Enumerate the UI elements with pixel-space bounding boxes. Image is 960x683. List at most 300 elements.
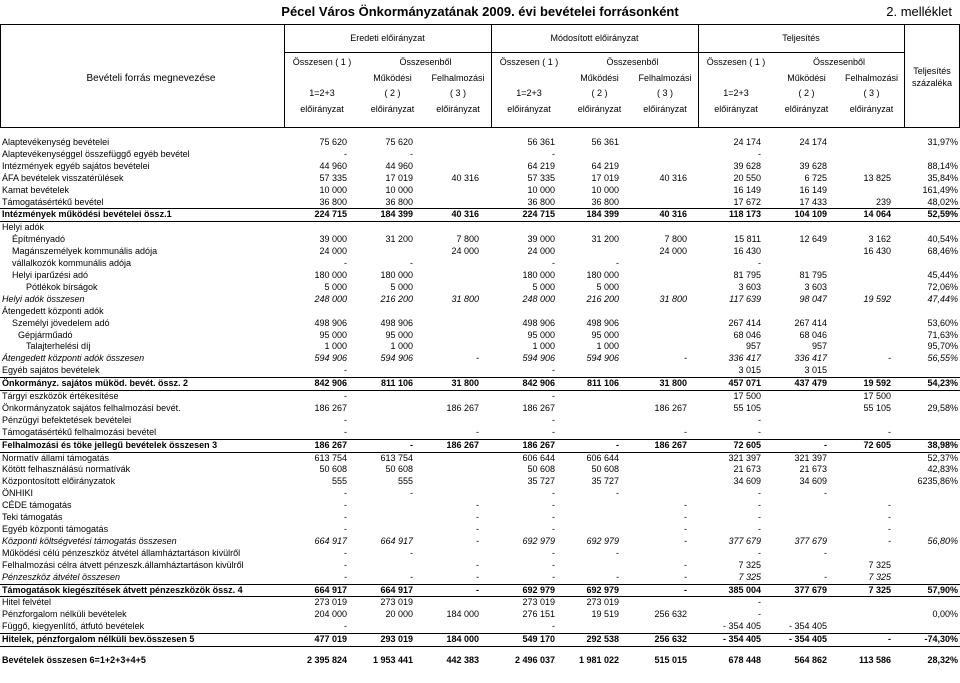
cell: - <box>763 439 829 452</box>
cell <box>829 621 893 633</box>
table-row <box>0 258 960 270</box>
cell <box>415 137 481 149</box>
cell: 498 906 <box>586 317 619 328</box>
row-label: vállalkozók kommunális adója <box>12 258 132 269</box>
grand-total-table <box>0 655 960 667</box>
cell <box>415 341 481 353</box>
cell: 842 906 <box>290 378 349 391</box>
cell: 19 592 <box>829 378 893 391</box>
table-row <box>0 137 960 149</box>
cell: - <box>344 391 347 402</box>
cell: 19 519 <box>591 609 619 620</box>
cell <box>621 365 689 377</box>
cell: - <box>888 524 891 534</box>
cell <box>557 306 621 318</box>
cell <box>621 452 689 464</box>
cell <box>893 512 960 524</box>
cell <box>349 560 415 572</box>
cell: 81 795 <box>733 269 761 280</box>
cell: 10 000 <box>319 184 347 195</box>
cell: 1 000 <box>532 341 555 352</box>
cell: 555 <box>331 476 347 487</box>
cell <box>415 621 481 633</box>
cell: 88,14% <box>927 160 958 171</box>
cell: - <box>684 426 687 437</box>
cell <box>349 365 415 377</box>
table-row <box>0 439 960 452</box>
cell: 1 000 <box>324 341 347 352</box>
cell: - <box>552 414 555 425</box>
cell: 39 628 <box>799 160 827 171</box>
cell: - <box>888 535 891 546</box>
cell: 549 170 <box>481 634 557 647</box>
cell <box>829 341 893 353</box>
cell: 71,63% <box>927 329 958 340</box>
cell: - <box>344 500 347 511</box>
cell: 321 397 <box>728 452 761 463</box>
cell: 498 906 <box>314 317 347 328</box>
cell <box>829 330 893 342</box>
cell: - <box>557 439 621 452</box>
cell: 267 414 <box>794 317 827 328</box>
table-row <box>0 512 960 524</box>
cell: 594 906 <box>314 353 347 364</box>
cell <box>829 306 893 318</box>
cell: - <box>344 621 347 632</box>
cell: 377 679 <box>728 535 761 546</box>
cell: - <box>684 559 687 570</box>
table-row <box>0 330 960 342</box>
table-row <box>0 548 960 560</box>
cell <box>557 427 621 439</box>
cell: - <box>616 258 619 269</box>
cell <box>415 197 481 209</box>
cell <box>763 609 829 621</box>
cell <box>557 524 621 536</box>
table-row <box>0 353 960 365</box>
cell: 95 000 <box>319 329 347 340</box>
cell <box>763 149 829 161</box>
table-row <box>0 427 960 439</box>
cell: 842 906 <box>481 378 557 391</box>
header-eloiranyzat: előirányzat <box>507 104 551 114</box>
cell: 31 200 <box>385 234 413 245</box>
cell: - <box>344 559 347 570</box>
cell <box>349 391 415 403</box>
cell <box>621 318 689 330</box>
cell: 24 174 <box>733 137 761 147</box>
table-row <box>0 572 960 584</box>
cell: 184 000 <box>446 609 479 620</box>
cell <box>621 391 689 403</box>
cell: 36 800 <box>319 196 347 207</box>
cell <box>829 161 893 173</box>
table-row <box>0 365 960 377</box>
cell: 17 019 <box>591 172 619 183</box>
table-row <box>0 464 960 476</box>
row-label: Pénzforgalom nélküli bevételek <box>2 609 127 620</box>
cell: -74,30% <box>893 634 960 647</box>
header-code: 1=2+3 <box>723 88 749 98</box>
cell <box>557 621 621 633</box>
cell <box>415 306 481 318</box>
cell <box>621 464 689 476</box>
row-label: Építményadó <box>12 234 66 245</box>
cell <box>621 185 689 197</box>
row-label: Felhalmozási és töke jellegű bevételek összesen 3 <box>0 439 290 452</box>
cell <box>829 258 893 270</box>
cell: - <box>888 500 891 511</box>
row-label: Pótlékok bírságok <box>26 281 98 292</box>
cell: 39 000 <box>527 234 555 245</box>
cell: 594 906 <box>586 353 619 364</box>
header-sub-total: Összesen ( 1 ) <box>292 57 352 67</box>
cell: 57 335 <box>319 172 347 183</box>
row-label: Pénzeszköz átvétel összesen <box>2 571 121 582</box>
cell: 256 632 <box>621 634 689 647</box>
cell: 1 000 <box>596 341 619 352</box>
cell: 54,23% <box>893 378 960 391</box>
header-label: Bevételi forrás megnevezése <box>86 73 216 84</box>
cell: 31,97% <box>927 137 958 147</box>
cell <box>557 415 621 427</box>
cell: 613 754 <box>314 452 347 463</box>
cell: - <box>824 571 827 582</box>
cell: 477 019 <box>290 634 349 647</box>
header-felhalmozasi: Felhalmozási <box>431 73 485 83</box>
cell: 38,98% <box>893 439 960 452</box>
row-label: Tárgyi eszközök értékesítése <box>2 391 119 402</box>
header-eloiranyzat: előirányzat <box>714 104 758 114</box>
cell: - <box>344 524 347 534</box>
row-label: Átengedett központi adók összesen <box>2 353 145 364</box>
cell <box>349 621 415 633</box>
cell: 17 672 <box>733 196 761 207</box>
header-eloiranyzat: előirányzat <box>849 104 894 114</box>
cell: 31 800 <box>415 378 481 391</box>
cell: 2 496 037 <box>514 655 555 665</box>
cell: 273 019 <box>522 597 555 608</box>
cell: 184 000 <box>415 634 481 647</box>
table-row <box>0 560 960 572</box>
cell: 64 219 <box>591 160 619 171</box>
table-row <box>0 341 960 353</box>
cell: - <box>684 512 687 523</box>
cell: 35,84% <box>927 172 958 183</box>
row-label: Talajterhelési díj <box>26 341 91 352</box>
cell: 184 399 <box>557 209 621 222</box>
cell: 186 267 <box>481 439 557 452</box>
cell <box>829 597 893 609</box>
cell: - <box>410 258 413 269</box>
cell <box>893 524 960 536</box>
cell: 692 979 <box>586 535 619 546</box>
cell: 664 917 <box>314 535 347 546</box>
header-eloiranyzat: előirányzat <box>436 104 480 114</box>
cell: 35 727 <box>591 476 619 487</box>
table-header <box>0 24 960 128</box>
cell: - <box>684 571 687 582</box>
cell: 180 000 <box>380 269 413 280</box>
cell: - 354 405 <box>722 621 761 632</box>
cell: 31 800 <box>659 293 687 304</box>
cell: 15 811 <box>734 234 761 245</box>
cell: 55 105 <box>733 402 761 413</box>
table-row <box>0 246 960 258</box>
cell: 56,55% <box>927 353 958 364</box>
cell: - <box>684 353 687 364</box>
cell: 161,49% <box>922 184 958 195</box>
cell: 17 433 <box>799 196 827 207</box>
cell: - <box>758 488 761 499</box>
cell: 40 316 <box>451 172 479 183</box>
cell: 5 000 <box>390 281 413 292</box>
table-row <box>0 476 960 488</box>
cell: 256 632 <box>654 609 687 620</box>
cell: 606 644 <box>586 452 619 463</box>
cell: - <box>616 571 619 582</box>
cell: 16 430 <box>863 246 891 257</box>
table-row <box>0 584 960 597</box>
cell <box>829 548 893 560</box>
cell: 35 727 <box>527 476 555 487</box>
cell: 53,60% <box>927 317 958 328</box>
cell <box>893 415 960 427</box>
cell <box>829 488 893 500</box>
cell <box>829 609 893 621</box>
cell: 10 000 <box>385 184 413 195</box>
cell: 692 979 <box>481 584 557 597</box>
row-label: Központi költségvetési támogatás összesen <box>2 535 177 546</box>
cell: - <box>552 571 555 582</box>
row-label: Intézmények működési bevételei össz.1 <box>0 209 290 222</box>
cell <box>557 365 621 377</box>
header-sub-total: Összesen ( 1 ) <box>499 57 559 67</box>
cell: - <box>758 414 761 425</box>
cell: 68 046 <box>733 329 761 340</box>
cell <box>763 403 829 415</box>
cell: 186 267 <box>290 439 349 452</box>
revenue-table <box>0 137 960 647</box>
header-code: 1=2+3 <box>516 88 542 98</box>
cell: 336 417 <box>794 353 827 364</box>
cell: 664 917 <box>290 584 349 597</box>
cell <box>893 391 960 403</box>
cell: 180 000 <box>314 269 347 280</box>
cell <box>349 246 415 258</box>
cell: 692 979 <box>522 535 555 546</box>
cell: 186 267 <box>522 402 555 413</box>
cell: 21 673 <box>799 464 827 475</box>
row-label: Függő, kiegyenlítő, átfutó bevételek <box>2 621 145 632</box>
cell <box>349 403 415 415</box>
cell: 40 316 <box>415 209 481 222</box>
cell: 17 500 <box>863 391 891 402</box>
cell: - <box>410 571 413 582</box>
cell: 36 800 <box>385 196 413 207</box>
cell: 5 000 <box>596 281 619 292</box>
table-row <box>0 378 960 391</box>
cell: 273 019 <box>380 597 413 608</box>
cell <box>621 197 689 209</box>
cell <box>829 476 893 488</box>
cell: - <box>344 426 347 437</box>
cell: 20 550 <box>733 172 761 183</box>
cell: - <box>552 148 555 159</box>
row-label: ÁFA bevételek visszatérülések <box>2 172 124 183</box>
cell <box>415 488 481 500</box>
cell <box>689 306 763 318</box>
cell: 7 325 <box>868 559 891 570</box>
cell: 113 586 <box>858 655 891 665</box>
cell <box>621 161 689 173</box>
cell: - <box>552 524 555 534</box>
cell <box>893 427 960 439</box>
cell: 57 335 <box>527 172 555 183</box>
table-row <box>0 294 960 306</box>
cell: 45,44% <box>927 269 958 280</box>
cell: 321 397 <box>794 452 827 463</box>
cell: 50 608 <box>591 464 619 475</box>
cell <box>557 512 621 524</box>
cell <box>829 185 893 197</box>
header-code: 1=2+3 <box>309 88 335 98</box>
row-label: Helyi adók összesen <box>2 293 85 304</box>
cell: 811 106 <box>349 378 415 391</box>
header-felhalmozasi: Felhalmozási <box>844 73 899 83</box>
cell <box>621 270 689 282</box>
cell <box>621 597 689 609</box>
annex-label: 2. melléklet <box>886 4 952 19</box>
cell <box>290 222 349 234</box>
cell: - <box>344 414 347 425</box>
cell <box>829 282 893 294</box>
cell: - <box>824 488 827 499</box>
cell <box>557 560 621 572</box>
cell: 50 608 <box>527 464 555 475</box>
cell: 24 000 <box>659 246 687 257</box>
row-label: Egyéb sajátos bevételek <box>2 365 100 376</box>
cell: 31 200 <box>591 234 619 245</box>
cell <box>893 500 960 512</box>
header-code: ( 2 ) <box>591 88 608 98</box>
cell <box>621 222 689 234</box>
cell: 72 605 <box>689 439 763 452</box>
cell: - <box>758 524 761 534</box>
header-eloiranyzat: előirányzat <box>300 104 344 114</box>
cell: 36 800 <box>591 196 619 207</box>
cell: - 354 405 <box>763 634 829 647</box>
cell: - <box>410 547 413 558</box>
cell: 12 649 <box>799 234 827 245</box>
cell: 55 105 <box>863 402 891 413</box>
cell <box>415 548 481 560</box>
cell: 40 316 <box>659 172 687 183</box>
cell <box>893 258 960 270</box>
cell <box>415 391 481 403</box>
cell: 2 395 824 <box>306 655 347 665</box>
cell: - <box>758 512 761 523</box>
cell: - <box>552 488 555 499</box>
cell <box>415 161 481 173</box>
cell: - <box>758 258 761 269</box>
row-label: Pénzügyi befektetések bevételei <box>2 414 132 425</box>
cell: - <box>344 148 347 159</box>
cell <box>621 149 689 161</box>
cell: 186 267 <box>654 402 687 413</box>
cell: 498 906 <box>380 317 413 328</box>
cell: 118 173 <box>689 209 763 222</box>
header-felhalmozasi: Felhalmozási <box>638 73 692 83</box>
cell: 6 725 <box>804 172 827 183</box>
table-row <box>0 452 960 464</box>
cell: 47,44% <box>927 293 958 304</box>
cell <box>763 427 829 439</box>
cell: 5 000 <box>324 281 347 292</box>
cell: 7 800 <box>664 234 687 245</box>
cell: 75 620 <box>319 137 347 147</box>
cell: 17 500 <box>733 391 761 402</box>
cell: - 354 405 <box>788 621 827 632</box>
cell <box>893 149 960 161</box>
header-group-original: Eredeti előirányzat <box>350 33 425 43</box>
cell: - <box>684 535 687 546</box>
cell: 1 000 <box>390 341 413 352</box>
cell: 564 862 <box>794 655 827 665</box>
cell: 24 000 <box>527 246 555 257</box>
cell: - <box>552 500 555 511</box>
cell: 14 064 <box>829 209 893 222</box>
row-label: Alaptevékenységgel összefüggő egyéb bevétel <box>2 148 190 159</box>
cell: 3 015 <box>738 365 761 376</box>
cell: 204 000 <box>314 609 347 620</box>
header-code: ( 3 ) <box>656 88 673 98</box>
cell <box>481 306 557 318</box>
cell: 377 679 <box>794 535 827 546</box>
cell <box>290 306 349 318</box>
cell: 81 795 <box>799 269 827 280</box>
cell: 7 325 <box>829 584 893 597</box>
cell <box>621 341 689 353</box>
cell <box>893 548 960 560</box>
row-label: CÉDE támogatás <box>2 500 72 511</box>
header-mukodesi: Működési <box>373 73 412 83</box>
cell: 104 109 <box>763 209 829 222</box>
row-label: Intézmények egyéb sajátos bevételei <box>2 160 150 171</box>
table-row <box>0 597 960 609</box>
cell: 19 592 <box>863 293 891 304</box>
cell: - <box>476 535 479 546</box>
cell: - <box>888 353 891 364</box>
cell: 50 608 <box>385 464 413 475</box>
cell: 7 325 <box>868 571 891 582</box>
cell: 224 715 <box>290 209 349 222</box>
cell <box>763 246 829 258</box>
cell: - <box>344 365 347 376</box>
cell: - <box>476 353 479 364</box>
cell: 56 361 <box>527 137 555 147</box>
table-row <box>0 403 960 415</box>
cell <box>415 330 481 342</box>
cell: 692 979 <box>557 584 621 597</box>
cell: 293 019 <box>349 634 415 647</box>
header-sub-of: Összesenből <box>606 57 659 67</box>
cell: 3 015 <box>804 365 827 376</box>
table-row <box>0 318 960 330</box>
cell <box>621 306 689 318</box>
cell: 31 800 <box>451 293 479 304</box>
cell: - <box>552 426 555 437</box>
